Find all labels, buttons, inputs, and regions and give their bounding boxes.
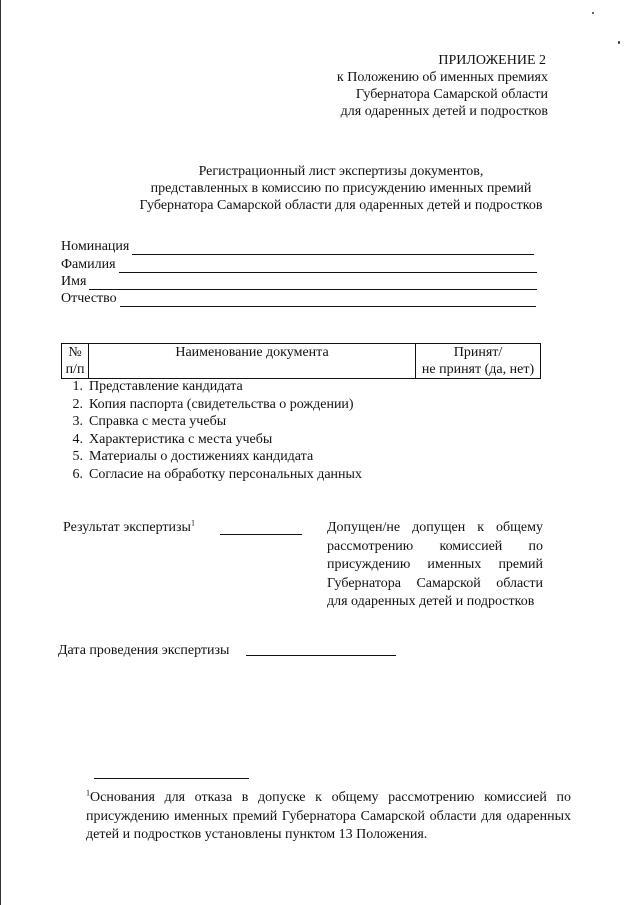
list-item <box>61 378 362 396</box>
surname-label: Фамилия <box>61 257 116 272</box>
result-label <box>63 519 195 536</box>
col-status-line: Принят/ <box>453 345 503 360</box>
col-status-header <box>416 344 541 379</box>
result-label-text: Результат экспертизы <box>63 520 191 535</box>
decision-text: Допущен/не допущен к общему рассмотрению комиссией по присуждению именных премий Губернатора Самарской области для одаренных детей и подростков <box>327 520 543 610</box>
documents-list <box>61 378 362 483</box>
item-number: 1. <box>72 379 83 394</box>
name-input-line[interactable] <box>89 276 537 290</box>
documents-table-header <box>61 343 541 379</box>
footnote-mark: 1 <box>86 788 90 798</box>
appendix-line: Губернатора Самарской области <box>355 87 548 102</box>
item-label: Копия паспорта (свидетельства о рождении) <box>89 396 354 412</box>
date-input-line[interactable] <box>246 655 396 656</box>
list-item <box>61 396 362 414</box>
nomination-label: Номинация <box>61 239 130 254</box>
item-label: Согласие на обработку персональных данных <box>89 466 362 482</box>
name-label: Имя <box>61 274 87 289</box>
name-field <box>61 273 537 290</box>
col-document-label: Наименование документа <box>175 345 329 360</box>
document-title <box>56 163 626 214</box>
item-label: Справка с места учебы <box>89 414 227 429</box>
item-number: 6. <box>72 466 83 482</box>
appendix-header <box>337 52 548 120</box>
footnote <box>86 789 571 845</box>
item-number: 4. <box>72 431 83 447</box>
col-number-line: п/п <box>65 362 85 377</box>
item-number: 5. <box>72 449 83 464</box>
result-input-line[interactable] <box>220 534 302 535</box>
surname-input-line[interactable] <box>119 259 537 273</box>
item-label: Характеристика с места учебы <box>89 431 273 447</box>
title-line: Регистрационный лист экспертизы документов, <box>198 164 484 179</box>
item-label: Материалы о достижениях кандидата <box>89 449 314 464</box>
date-label: Дата проведения экспертизы <box>58 643 230 658</box>
col-number-header <box>62 344 89 379</box>
title-line: Губернатора Самарской области для одаренных детей и подростков <box>139 198 543 213</box>
scan-speck <box>618 41 620 44</box>
col-number-line: № <box>68 345 82 360</box>
item-number: 3. <box>72 414 83 429</box>
patronymic-label: Отчество <box>61 291 117 306</box>
list-item <box>61 413 362 431</box>
title-line: представленных в комиссию по присуждению именных премий <box>150 181 532 196</box>
scan-speck <box>592 12 594 14</box>
patronymic-input-line[interactable] <box>120 293 536 307</box>
surname-field <box>61 256 537 273</box>
list-item <box>61 466 362 484</box>
col-status-line: не принят (да, нет) <box>421 362 535 377</box>
item-number: 2. <box>72 396 83 412</box>
appendix-line: к Положению об именных премиях <box>336 70 548 85</box>
nomination-field <box>61 238 534 255</box>
appendix-line: для одаренных детей и подростков <box>340 104 548 119</box>
footnote-reference: 1 <box>190 518 195 528</box>
scan-left-edge <box>0 0 1 905</box>
list-item <box>61 448 362 466</box>
nomination-input-line[interactable] <box>132 241 534 255</box>
footnote-text: Основания для отказа в допуске к общему рассмотрению комиссией по присуждению именных премий Губернатора Самарской области для одаренных детей и подростков установлены пунктом 13 Положения. <box>86 790 571 842</box>
appendix-title: ПРИЛОЖЕНИЕ 2 <box>438 53 546 68</box>
item-label: Представление кандидата <box>89 379 243 394</box>
footnote-separator <box>94 778 249 779</box>
col-document-header <box>89 344 416 379</box>
list-item <box>61 431 362 449</box>
patronymic-field <box>61 290 536 307</box>
